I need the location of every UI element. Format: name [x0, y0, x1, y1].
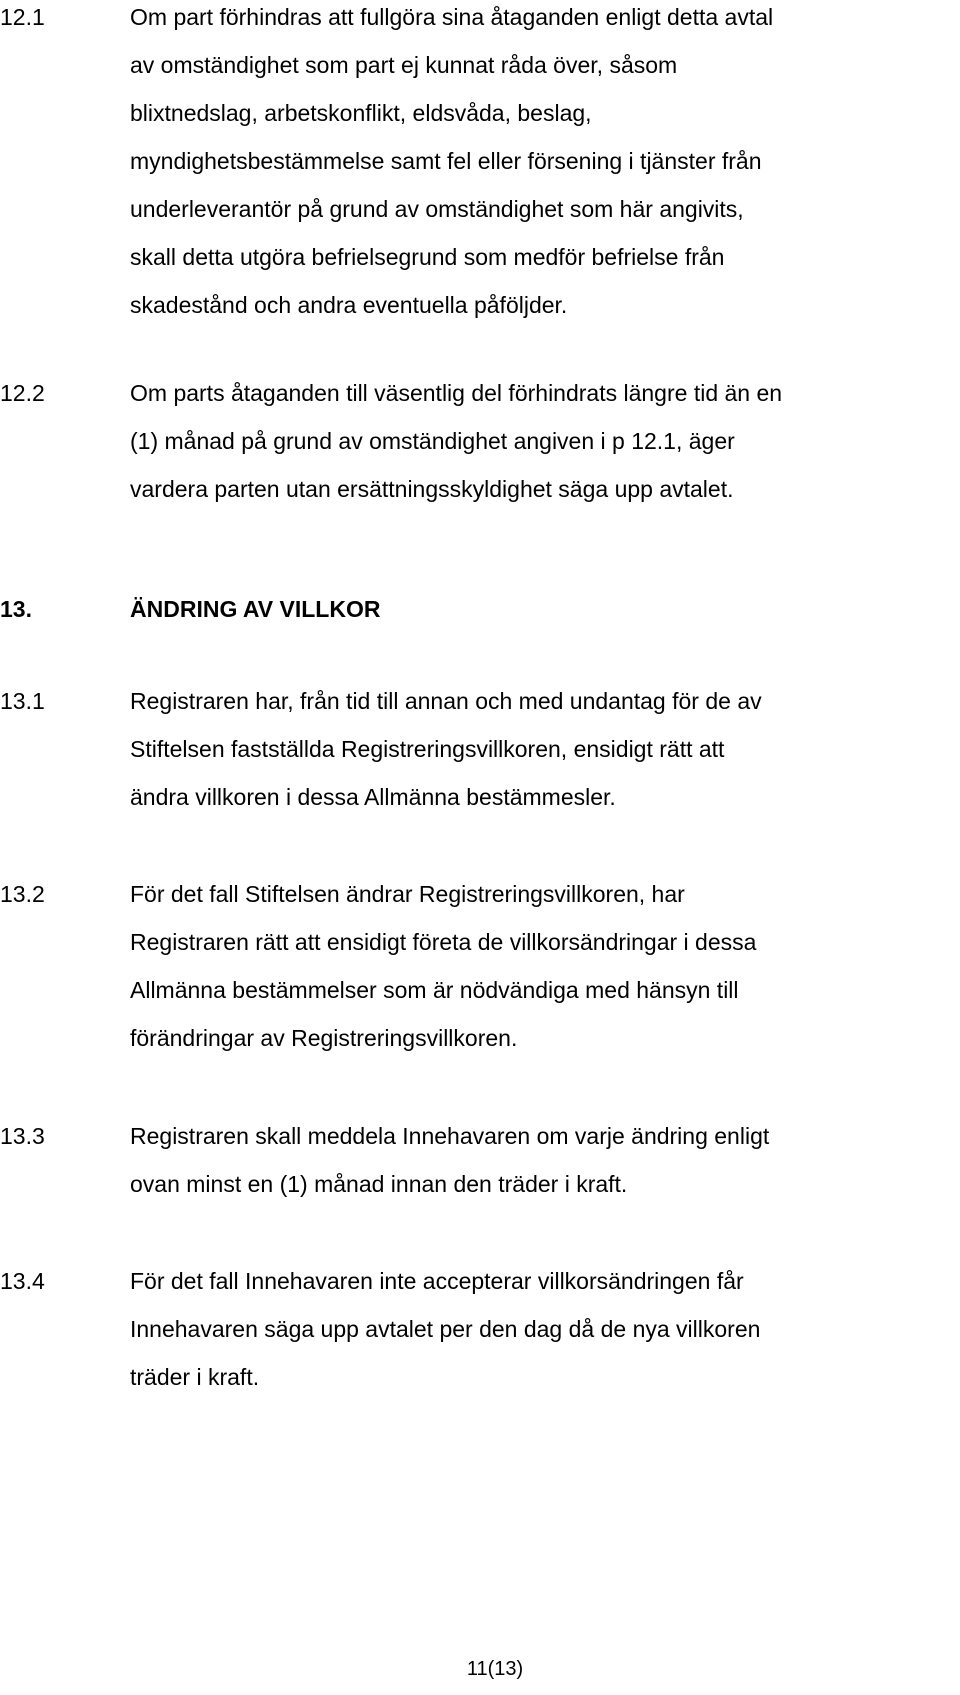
text-line: Stiftelsen fastställda Registreringsvillkoren, ensidigt rätt att — [130, 736, 725, 762]
clause-text — [130, 870, 955, 1062]
text-line: skadestånd och andra eventuella påföljder. — [130, 292, 568, 318]
text-line: Registraren har, från tid till annan och med undantag för de av — [130, 688, 762, 714]
clause-number: 13.3 — [0, 1123, 45, 1149]
text-line: Allmänna bestämmelser som är nödvändiga med hänsyn till — [130, 977, 739, 1003]
text-line: av omständighet som part ej kunnat råda över, såsom — [130, 52, 678, 78]
clause-text — [130, 0, 955, 329]
page-number: 11(13) — [466, 1658, 524, 1680]
text-line: (1) månad på grund av omständighet angiven i p 12.1, äger — [130, 428, 735, 454]
clause-number: 13.1 — [0, 688, 45, 714]
text-line: Innehavaren säga upp avtalet per den dag då de nya villkoren — [130, 1316, 761, 1342]
text-line: träder i kraft. — [130, 1364, 260, 1390]
clause-text — [130, 1257, 955, 1401]
page-footer — [0, 1655, 960, 1683]
text-line: Registraren rätt att ensidigt företa de villkorsändringar i dessa — [130, 929, 757, 955]
clause-number: 12.1 — [0, 4, 45, 30]
heading-line: ÄNDRING AV VILLKOR — [130, 596, 381, 622]
text-line: ändra villkoren i dessa Allmänna bestämmesler. — [130, 784, 616, 810]
text-line: Om part förhindras att fullgöra sina åtaganden enligt detta avtal — [130, 4, 774, 30]
clause-number: 12.2 — [0, 380, 45, 406]
clause-text — [130, 369, 955, 513]
section-title — [130, 585, 955, 633]
text-line: För det fall Innehavaren inte accepterar villkorsändringen får — [130, 1268, 744, 1294]
clause-number: 13.4 — [0, 1268, 45, 1294]
text-line: blixtnedslag, arbetskonflikt, eldsvåda, beslag, — [130, 100, 592, 126]
text-line: Registraren skall meddela Innehavaren om varje ändring enligt — [130, 1123, 770, 1149]
clause-number: 13.2 — [0, 881, 45, 907]
clause-text — [130, 1112, 955, 1208]
clause-text — [130, 677, 955, 821]
text-line: förändringar av Registreringsvillkoren. — [130, 1025, 518, 1051]
text-line: skall detta utgöra befrielsegrund som medför befrielse från — [130, 244, 725, 270]
section-number: 13. — [0, 596, 32, 622]
text-line: ovan minst en (1) månad innan den träder i kraft. — [130, 1171, 628, 1197]
text-line: Om parts åtaganden till väsentlig del förhindrats längre tid än en — [130, 380, 783, 406]
text-line: myndighetsbestämmelse samt fel eller försening i tjänster från — [130, 148, 762, 174]
text-line: underleverantör på grund av omständighet som här angivits, — [130, 196, 744, 222]
text-line: För det fall Stiftelsen ändrar Registreringsvillkoren, har — [130, 881, 685, 907]
text-line: vardera parten utan ersättningsskyldighet säga upp avtalet. — [130, 476, 734, 502]
